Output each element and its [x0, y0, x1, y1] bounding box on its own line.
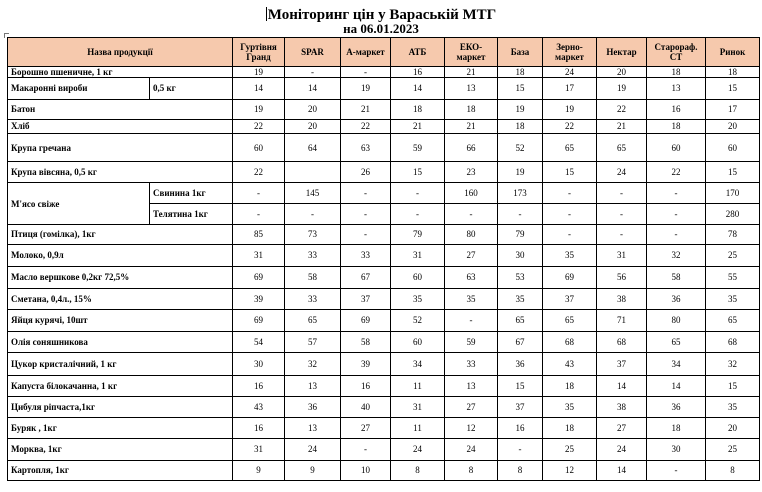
product-unit: Свинина 1кг: [150, 183, 233, 204]
table-row: [8, 397, 760, 418]
price-cell: 37: [498, 397, 543, 418]
price-cell: 36: [647, 289, 706, 310]
product-unit: Телятина 1кг: [150, 204, 233, 225]
price-cell: 33: [445, 353, 498, 376]
price-cell: 20: [706, 120, 760, 134]
price-cell: -: [341, 225, 391, 245]
price-cell: 21: [445, 67, 498, 78]
product-name: Хліб: [8, 120, 233, 134]
price-cell: 31: [233, 439, 285, 461]
price-cell: 35: [706, 397, 760, 418]
price-cell: 9: [233, 461, 285, 481]
col-header-product: Назва продукції: [8, 38, 233, 67]
price-cell: 18: [706, 67, 760, 78]
product-name: Цибуля ріпчаста,1кг: [8, 397, 233, 418]
price-cell: 33: [285, 245, 341, 267]
table-row: [8, 67, 760, 78]
price-cell: -: [647, 204, 706, 225]
price-cell: 20: [285, 120, 341, 134]
price-cell: 15: [706, 376, 760, 397]
price-cell: 39: [341, 353, 391, 376]
page-subtitle: на 06.01.2023: [343, 21, 419, 36]
price-cell: 69: [341, 310, 391, 332]
price-cell: 65: [543, 310, 597, 332]
price-cell: 18: [445, 100, 498, 120]
price-cell: 69: [233, 310, 285, 332]
price-cell: 53: [498, 267, 543, 289]
product-name: Крупа вівсяна, 0,5 кг: [8, 162, 233, 183]
price-cell: 17: [706, 100, 760, 120]
price-cell: 38: [597, 289, 647, 310]
price-cell: 21: [597, 120, 647, 134]
price-cell: 16: [233, 418, 285, 439]
table-row: [8, 183, 760, 204]
price-cell: 16: [233, 376, 285, 397]
table-row: [8, 418, 760, 439]
price-cell: 35: [498, 289, 543, 310]
price-cell: 20: [706, 418, 760, 439]
price-cell: 24: [285, 439, 341, 461]
price-cell: 36: [498, 353, 543, 376]
col-header-rynok: Ринок: [706, 38, 760, 67]
price-cell: 24: [543, 67, 597, 78]
price-cell: 11: [391, 418, 445, 439]
price-cell: 30: [498, 245, 543, 267]
price-cell: 32: [706, 353, 760, 376]
price-cell: -: [445, 310, 498, 332]
product-name: Птиця (гомілка), 1кг: [8, 225, 233, 245]
price-cell: 65: [285, 310, 341, 332]
price-cell: 16: [647, 100, 706, 120]
table-row: [8, 353, 760, 376]
price-cell: 14: [233, 78, 285, 100]
price-cell: 8: [391, 461, 445, 481]
price-table: [7, 37, 760, 481]
price-cell: 39: [233, 289, 285, 310]
table-row: [8, 162, 760, 183]
price-cell: -: [543, 204, 597, 225]
price-cell: 16: [391, 67, 445, 78]
price-cell: 24: [391, 439, 445, 461]
table-row: [8, 267, 760, 289]
price-cell: 60: [706, 134, 760, 162]
price-cell: 15: [498, 78, 543, 100]
price-cell: -: [647, 225, 706, 245]
table-row: [8, 245, 760, 267]
price-cell: 58: [647, 267, 706, 289]
price-cell: 8: [445, 461, 498, 481]
price-cell: 13: [285, 418, 341, 439]
table-row: [8, 461, 760, 481]
product-name: Цукор кристалічний, 1 кг: [8, 353, 233, 376]
price-cell: 59: [391, 134, 445, 162]
price-cell: 64: [285, 134, 341, 162]
price-cell: -: [647, 183, 706, 204]
price-cell: -: [233, 183, 285, 204]
price-cell: 14: [597, 461, 647, 481]
table-row: [8, 376, 760, 397]
table-row: [8, 310, 760, 332]
price-cell: 19: [597, 78, 647, 100]
price-cell: -: [285, 204, 341, 225]
price-cell: 14: [647, 376, 706, 397]
product-name: Крупа гречана: [8, 134, 233, 162]
price-cell: -: [597, 204, 647, 225]
price-cell: -: [543, 225, 597, 245]
price-cell: 9: [285, 461, 341, 481]
product-name: М'ясо свіже: [8, 183, 150, 225]
price-cell: 59: [445, 332, 498, 353]
price-cell: 32: [285, 353, 341, 376]
table-row: [8, 134, 760, 162]
price-cell: 65: [647, 332, 706, 353]
price-cell: 21: [341, 100, 391, 120]
price-cell: 65: [706, 310, 760, 332]
price-cell: 31: [391, 397, 445, 418]
price-cell: 8: [706, 461, 760, 481]
price-cell: 58: [341, 332, 391, 353]
price-cell: 19: [543, 100, 597, 120]
col-header-nektar: Нектар: [597, 38, 647, 67]
price-cell: 13: [445, 78, 498, 100]
product-name: Буряк , 1кг: [8, 418, 233, 439]
price-cell: 14: [391, 78, 445, 100]
product-name: Олія соняшникова: [8, 332, 233, 353]
price-cell: -: [285, 67, 341, 78]
price-cell: 24: [445, 439, 498, 461]
col-header-eko-market: ЕКО-маркет: [445, 38, 498, 67]
price-cell: -: [341, 67, 391, 78]
price-cell: 31: [391, 245, 445, 267]
price-cell: 36: [285, 397, 341, 418]
price-cell: 15: [543, 162, 597, 183]
price-cell: 85: [233, 225, 285, 245]
table-row: [8, 289, 760, 310]
price-cell: 25: [706, 245, 760, 267]
price-cell: 170: [706, 183, 760, 204]
price-cell: 145: [285, 183, 341, 204]
price-cell: 8: [498, 461, 543, 481]
price-cell: 15: [706, 78, 760, 100]
price-cell: 35: [543, 245, 597, 267]
col-header-baza: База: [498, 38, 543, 67]
price-cell: 69: [543, 267, 597, 289]
product-name: Молоко, 0,9л: [8, 245, 233, 267]
price-cell: 43: [233, 397, 285, 418]
price-cell: 25: [706, 439, 760, 461]
price-cell: 57: [285, 332, 341, 353]
price-cell: 13: [647, 78, 706, 100]
price-cell: 15: [706, 162, 760, 183]
price-cell: 21: [391, 120, 445, 134]
table-row: [8, 120, 760, 134]
price-cell: 60: [391, 267, 445, 289]
price-cell: 18: [543, 418, 597, 439]
price-cell: 22: [543, 120, 597, 134]
price-cell: -: [391, 204, 445, 225]
price-cell: -: [498, 439, 543, 461]
price-cell: 12: [445, 418, 498, 439]
price-cell: 34: [647, 353, 706, 376]
price-cell: 19: [498, 100, 543, 120]
price-cell: 27: [597, 418, 647, 439]
price-cell: 30: [647, 439, 706, 461]
price-cell: 20: [285, 100, 341, 120]
product-name: Яйця курячі, 10шт: [8, 310, 233, 332]
price-cell: 52: [498, 134, 543, 162]
price-cell: 12: [543, 461, 597, 481]
price-cell: 160: [445, 183, 498, 204]
price-cell: 69: [233, 267, 285, 289]
price-cell: 60: [233, 134, 285, 162]
price-cell: -: [341, 183, 391, 204]
col-header-atb: АТБ: [391, 38, 445, 67]
price-cell: 18: [647, 67, 706, 78]
price-cell: 16: [498, 418, 543, 439]
text-cursor: [266, 7, 267, 21]
table-row: [8, 332, 760, 353]
product-name: Морква, 1кг: [8, 439, 233, 461]
price-cell: 35: [391, 289, 445, 310]
price-cell: -: [543, 183, 597, 204]
price-cell: 52: [391, 310, 445, 332]
col-header-staroraf: Старораф. СТ: [647, 38, 706, 67]
price-cell: 65: [597, 134, 647, 162]
price-cell: 68: [543, 332, 597, 353]
col-header-zerno-market: Зерно-маркет: [543, 38, 597, 67]
price-cell: 37: [597, 353, 647, 376]
price-cell: -: [341, 204, 391, 225]
price-cell: 63: [341, 134, 391, 162]
price-cell: 43: [543, 353, 597, 376]
price-cell: 54: [233, 332, 285, 353]
price-cell: 80: [647, 310, 706, 332]
price-cell: 40: [341, 397, 391, 418]
price-cell: 31: [233, 245, 285, 267]
price-cell: 27: [445, 245, 498, 267]
product-name: Капуста білокачанна, 1 кг: [8, 376, 233, 397]
price-cell: 24: [597, 162, 647, 183]
price-cell: 37: [543, 289, 597, 310]
price-cell: 11: [391, 376, 445, 397]
price-cell: 71: [597, 310, 647, 332]
price-cell: 68: [597, 332, 647, 353]
price-cell: 34: [391, 353, 445, 376]
header-row: [8, 38, 760, 67]
product-name: Борошно пшеничне, 1 кг: [8, 67, 233, 78]
product-name: Сметана, 0,4л., 15%: [8, 289, 233, 310]
title-text: Моніторинг цін у Вараській МТГ: [267, 7, 497, 23]
price-cell: 14: [597, 376, 647, 397]
price-cell: 24: [597, 439, 647, 461]
product-name: Картопля, 1кг: [8, 461, 233, 481]
price-cell: 32: [647, 245, 706, 267]
col-header-spar: SPAR: [285, 38, 341, 67]
price-cell: 10: [341, 461, 391, 481]
price-cell: -: [597, 183, 647, 204]
price-cell: 73: [285, 225, 341, 245]
price-cell: 18: [543, 376, 597, 397]
price-cell: 38: [597, 397, 647, 418]
price-cell: 13: [285, 376, 341, 397]
price-cell: 60: [391, 332, 445, 353]
price-cell: 66: [445, 134, 498, 162]
price-cell: 19: [498, 162, 543, 183]
price-cell: 58: [285, 267, 341, 289]
product-unit: 0,5 кг: [150, 78, 233, 100]
product-name: Масло вершкове 0,2кг 72,5%: [8, 267, 233, 289]
price-cell: 19: [233, 100, 285, 120]
price-cell: 33: [341, 245, 391, 267]
price-cell: 25: [543, 439, 597, 461]
price-cell: 27: [445, 397, 498, 418]
table-row: [8, 439, 760, 461]
price-cell: 20: [597, 67, 647, 78]
price-cell: 31: [597, 245, 647, 267]
price-cell: 15: [498, 376, 543, 397]
price-cell: 55: [706, 267, 760, 289]
price-cell: 67: [341, 267, 391, 289]
price-cell: 60: [647, 134, 706, 162]
price-cell: 22: [233, 120, 285, 134]
product-name: Батон: [8, 100, 233, 120]
price-cell: 68: [706, 332, 760, 353]
price-cell: 79: [391, 225, 445, 245]
price-cell: 35: [445, 289, 498, 310]
price-cell: 18: [498, 120, 543, 134]
price-cell: 22: [647, 162, 706, 183]
price-cell: -: [233, 204, 285, 225]
price-cell: 26: [341, 162, 391, 183]
price-cell: 173: [498, 183, 543, 204]
price-cell: 35: [706, 289, 760, 310]
price-cell: 17: [543, 78, 597, 100]
price-cell: -: [597, 225, 647, 245]
price-cell: 22: [597, 100, 647, 120]
price-cell: 67: [498, 332, 543, 353]
price-cell: -: [391, 183, 445, 204]
col-header-a-market: А-маркет: [341, 38, 391, 67]
price-cell: 80: [445, 225, 498, 245]
price-cell: 18: [391, 100, 445, 120]
price-cell: 27: [341, 418, 391, 439]
price-cell: 36: [647, 397, 706, 418]
price-cell: 65: [498, 310, 543, 332]
price-cell: 22: [233, 162, 285, 183]
price-cell: 33: [285, 289, 341, 310]
price-cell: 21: [445, 120, 498, 134]
price-cell: 19: [233, 67, 285, 78]
product-name: Макаронні вироби: [8, 78, 150, 100]
price-cell: 30: [233, 353, 285, 376]
price-cell: 15: [391, 162, 445, 183]
price-cell: -: [498, 204, 543, 225]
price-cell: 63: [445, 267, 498, 289]
price-cell: [285, 162, 341, 183]
table-row: [8, 100, 760, 120]
price-cell: 35: [543, 397, 597, 418]
price-cell: 18: [647, 418, 706, 439]
price-cell: 79: [498, 225, 543, 245]
price-cell: 18: [647, 120, 706, 134]
table-row: [8, 225, 760, 245]
price-cell: -: [445, 204, 498, 225]
price-cell: 14: [285, 78, 341, 100]
price-cell: 37: [341, 289, 391, 310]
price-cell: -: [341, 439, 391, 461]
price-cell: 18: [498, 67, 543, 78]
price-cell: -: [647, 461, 706, 481]
price-cell: 13: [445, 376, 498, 397]
price-cell: 23: [445, 162, 498, 183]
price-cell: 78: [706, 225, 760, 245]
price-cell: 56: [597, 267, 647, 289]
price-cell: 16: [341, 376, 391, 397]
table-row: [8, 78, 760, 100]
price-cell: 22: [341, 120, 391, 134]
price-cell: 19: [341, 78, 391, 100]
col-header-grand: Гуртівня Гранд: [233, 38, 285, 67]
price-cell: 65: [543, 134, 597, 162]
price-cell: 280: [706, 204, 760, 225]
